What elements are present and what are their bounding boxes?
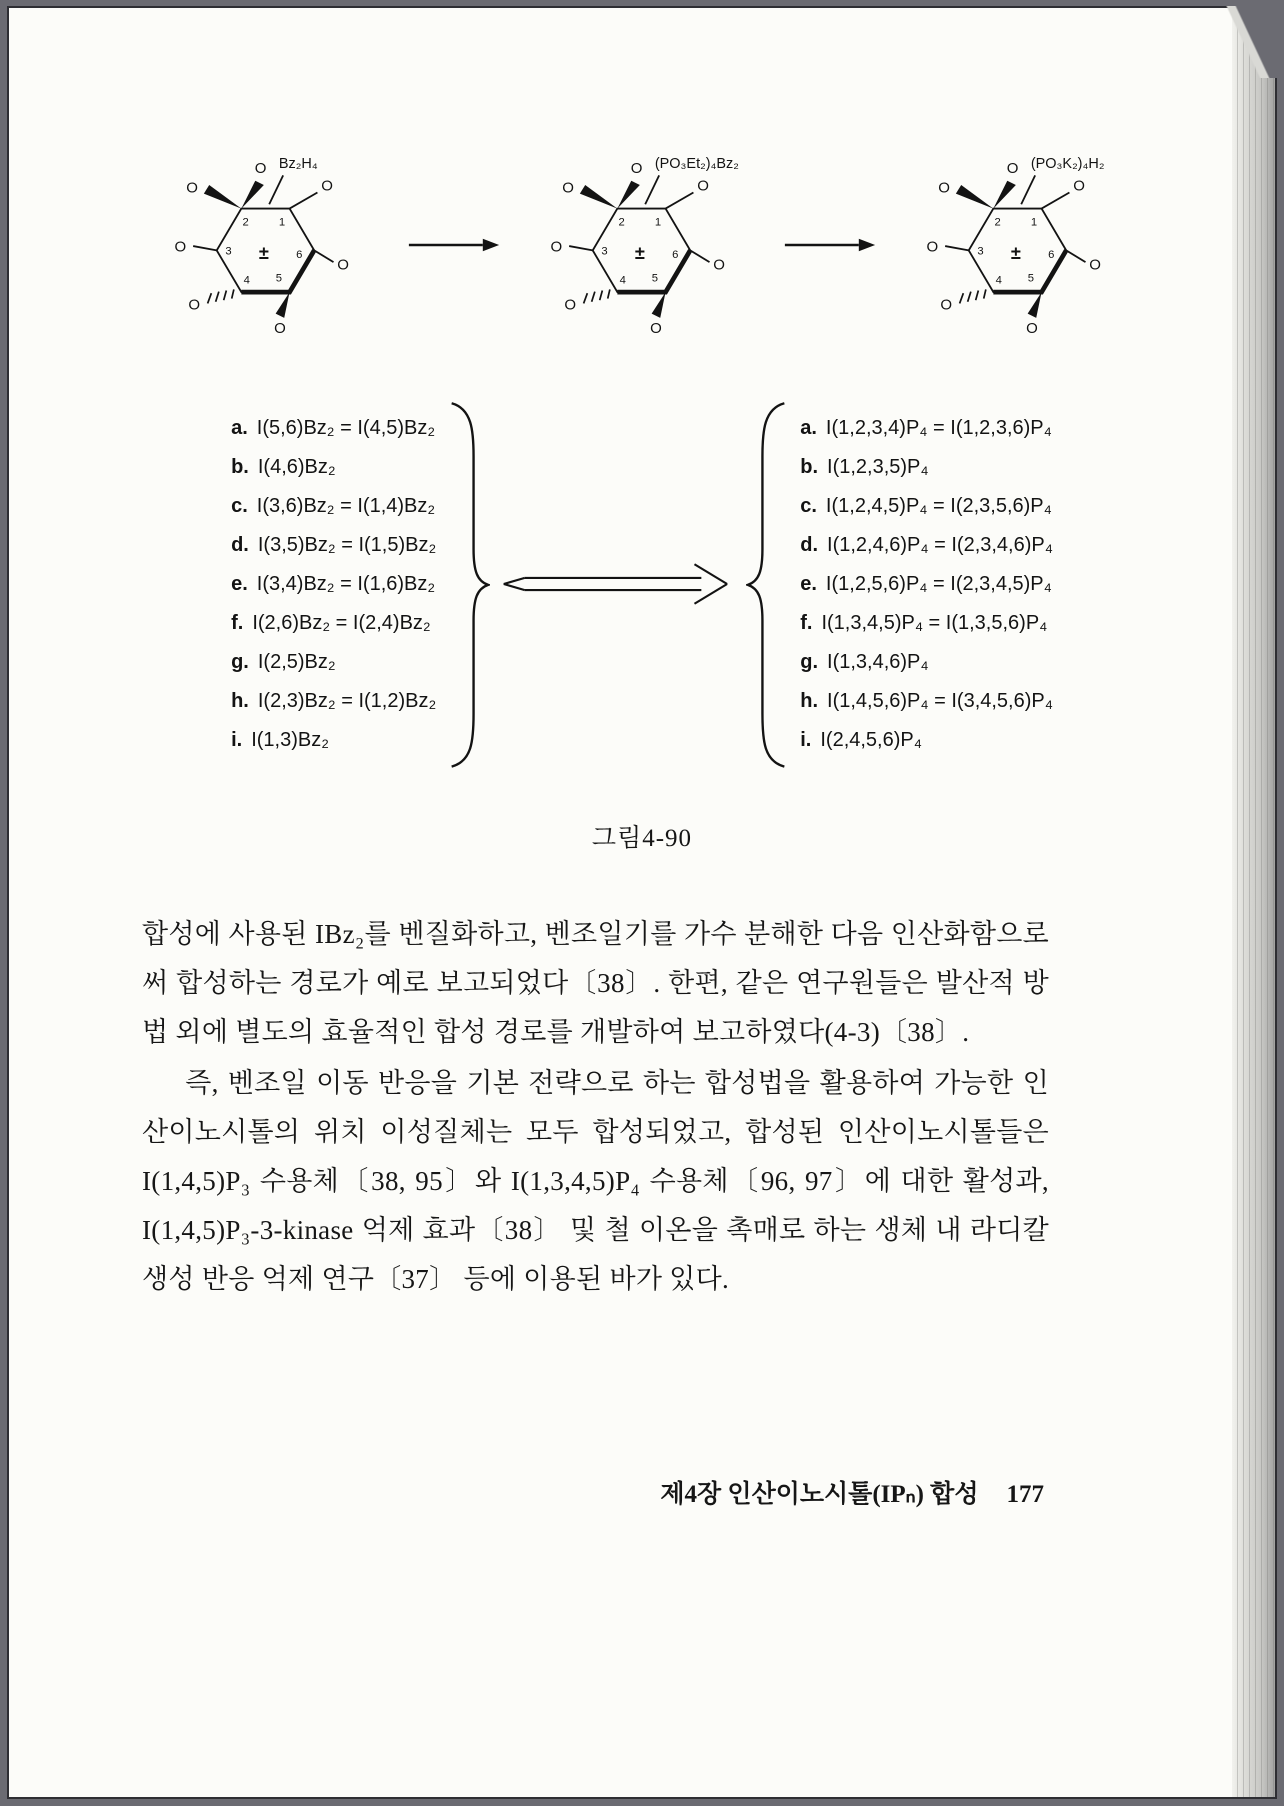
compound-letter: f. xyxy=(231,611,244,634)
left-brace-icon xyxy=(746,378,788,790)
compound-item xyxy=(231,534,436,557)
right-brace-icon xyxy=(448,378,490,790)
inositol-structure xyxy=(508,140,776,350)
position-number: 6 xyxy=(672,248,679,261)
compound-item xyxy=(231,729,436,752)
compound-item xyxy=(231,495,436,518)
ring-oxygen: O xyxy=(940,296,953,314)
compound-letter: a. xyxy=(231,416,248,439)
compound-letter: f. xyxy=(800,611,813,634)
compound-item xyxy=(800,729,1053,752)
ring-oxygen: O xyxy=(1089,256,1101,274)
reaction-scheme xyxy=(0,140,1284,350)
compound-formula: I(4,6)Bz₂ xyxy=(257,455,336,478)
ring-oxygen: O xyxy=(650,319,662,337)
compound-formula: I(3,4)Bz₂ = I(1,6)Bz₂ xyxy=(256,572,436,595)
compound-letter: b. xyxy=(231,455,249,478)
ring-oxygen: O xyxy=(562,179,574,197)
position-number: 4 xyxy=(243,274,250,287)
ring-oxygen: O xyxy=(1073,177,1085,195)
ring-oxygen: O xyxy=(630,160,643,178)
position-number: 5 xyxy=(1027,272,1034,285)
compound-formula: I(1,3,4,6)P₄ xyxy=(827,650,929,673)
compound-formula: I(1,2,3,4)P₄ = I(1,2,3,6)P₄ xyxy=(825,416,1052,439)
compound-formula: I(2,3)Bz₂ = I(1,2)Bz₂ xyxy=(257,689,437,712)
double-arrow-icon xyxy=(502,555,734,613)
compound-letter: d. xyxy=(800,533,819,556)
ring-oxygen: O xyxy=(337,256,349,274)
position-number: 6 xyxy=(1048,248,1055,261)
position-number: 3 xyxy=(977,245,984,258)
body-paragraph-1: 합성에 사용된 IBz₂를 벤질화하고, 벤조일기를 가수 분해한 다음 인산화함으로써 합성하는 경로가 예로 보고되었다〔38〕. 한편, 같은 연구원들은 발산적 방법 외에 별도의 효율적인 합성 경로를 개발하여 보고하였다(4-3)〔38〕. xyxy=(142,919,1049,1047)
position-number: 3 xyxy=(225,245,232,258)
inositol-structure xyxy=(132,140,400,350)
compound-item xyxy=(231,612,436,635)
racemic-symbol: ± xyxy=(1010,242,1021,263)
ring-oxygen: O xyxy=(926,238,939,256)
compound-formula: I(3,6)Bz₂ = I(1,4)Bz₂ xyxy=(256,494,436,517)
compound-item xyxy=(231,417,436,440)
compound-item xyxy=(231,651,436,674)
compound-item xyxy=(800,495,1053,518)
compound-letter: g. xyxy=(800,650,819,673)
compound-formula: I(1,2,4,6)P₄ = I(2,3,4,6)P₄ xyxy=(827,533,1053,556)
compound-formula: I(2,5)Bz₂ xyxy=(257,650,336,673)
reaction-arrow-icon xyxy=(406,233,502,257)
compound-letter: e. xyxy=(231,572,248,595)
position-number: 2 xyxy=(994,216,1001,229)
racemic-symbol: ± xyxy=(258,242,269,263)
compound-formula: I(1,3)Bz₂ xyxy=(251,728,330,751)
ring-oxygen: O xyxy=(713,256,725,274)
ring-oxygen: O xyxy=(564,296,577,314)
page-number: 177 xyxy=(1006,1481,1044,1508)
compound-item xyxy=(231,690,436,713)
isomer-lists xyxy=(0,378,1284,790)
compound-item xyxy=(231,573,436,596)
chapter-title: 제4장 인산이노시톨(IPₙ) 합성 xyxy=(660,1481,979,1508)
compound-item xyxy=(800,690,1053,713)
compound-formula: I(2,4,5,6)P₄ xyxy=(820,728,922,751)
position-number: 5 xyxy=(651,272,658,285)
position-number: 1 xyxy=(654,216,662,229)
figure-caption: 그림4-90 xyxy=(591,825,693,852)
position-number: 1 xyxy=(1030,216,1038,229)
compound-formula: I(1,2,5,6)P₄ = I(2,3,4,5)P₄ xyxy=(825,572,1052,595)
compound-letter: i. xyxy=(231,728,243,751)
compound-letter: h. xyxy=(800,689,819,712)
compound-item xyxy=(800,534,1053,557)
position-number: 4 xyxy=(619,274,626,287)
ring-oxygen: O xyxy=(274,319,286,337)
dibenzoate-isomer-list xyxy=(231,417,436,752)
compound-item xyxy=(800,651,1053,674)
ring-oxygen: O xyxy=(321,177,333,195)
ring-oxygen: O xyxy=(188,296,201,314)
compound-formula: I(1,4,5,6)P₄ = I(3,4,5,6)P₄ xyxy=(827,689,1053,712)
compound-item xyxy=(800,573,1053,596)
compound-formula: I(1,2,3,5)P₄ xyxy=(827,455,929,478)
compound-letter: e. xyxy=(800,572,817,595)
position-number: 5 xyxy=(275,272,282,285)
body-paragraph-2: 즉, 벤조일 이동 반응을 기본 전략으로 하는 합성법을 활용하여 가능한 인산이노시톨의 위치 이성질체는 모두 합성되었고, 합성된 인산이노시톨들은 I(1,4,5)P₃ 수용체〔38, 95〕와 I(1,3,4,5)P₄ 수용체〔96, 97〕에 대한 활성과, I(1,4,5)P₃-3-kinase 억제 효과〔38〕 및 철 이온을 촉매로 하는 생체 내 라디칼 생성 반응 억제 연구〔37〕 등에 이용된 바가 있다. xyxy=(142,1068,1049,1294)
compound-letter: i. xyxy=(800,728,812,751)
ring-oxygen: O xyxy=(186,179,198,197)
position-number: 4 xyxy=(995,274,1002,287)
compound-formula: I(5,6)Bz₂ = I(4,5)Bz₂ xyxy=(256,416,436,439)
compound-letter: a. xyxy=(800,416,817,439)
compound-letter: h. xyxy=(231,689,249,712)
substituent-label: (PO₃Et₂)₄Bz₂ xyxy=(654,155,739,172)
compound-letter: c. xyxy=(231,494,248,517)
compound-formula: I(3,5)Bz₂ = I(1,5)Bz₂ xyxy=(257,533,437,556)
position-number: 6 xyxy=(296,248,303,261)
tetraphosphate-isomer-list xyxy=(800,417,1053,752)
compound-formula: I(1,3,4,5)P₄ = I(1,3,5,6)P₄ xyxy=(821,611,1048,634)
ring-oxygen: O xyxy=(697,177,709,195)
ring-oxygen: O xyxy=(254,160,267,178)
reaction-arrow-icon xyxy=(782,233,878,257)
compound-letter: g. xyxy=(231,650,249,673)
racemic-symbol: ± xyxy=(634,242,645,263)
compound-formula: I(2,6)Bz₂ = I(2,4)Bz₂ xyxy=(252,611,431,634)
substituent-label: (PO₃K₂)₄H₂ xyxy=(1030,155,1105,172)
position-number: 2 xyxy=(242,216,249,229)
ring-oxygen: O xyxy=(550,238,563,256)
position-number: 1 xyxy=(278,216,286,229)
compound-item xyxy=(231,456,436,479)
page-footer xyxy=(0,1474,1284,1510)
inositol-structure xyxy=(884,140,1152,350)
compound-letter: d. xyxy=(231,533,249,556)
ring-oxygen: O xyxy=(1006,160,1019,178)
ring-oxygen: O xyxy=(938,179,950,197)
compound-letter: b. xyxy=(800,455,819,478)
compound-letter: c. xyxy=(800,494,817,517)
position-number: 3 xyxy=(601,245,608,258)
compound-item xyxy=(800,417,1053,440)
substituent-label: Bz₂H₄ xyxy=(278,155,318,172)
compound-item xyxy=(800,456,1053,479)
position-number: 2 xyxy=(618,216,625,229)
ring-oxygen: O xyxy=(174,238,187,256)
ring-oxygen: O xyxy=(1026,319,1038,337)
compound-formula: I(1,2,4,5)P₄ = I(2,3,5,6)P₄ xyxy=(825,494,1052,517)
compound-item xyxy=(800,612,1053,635)
